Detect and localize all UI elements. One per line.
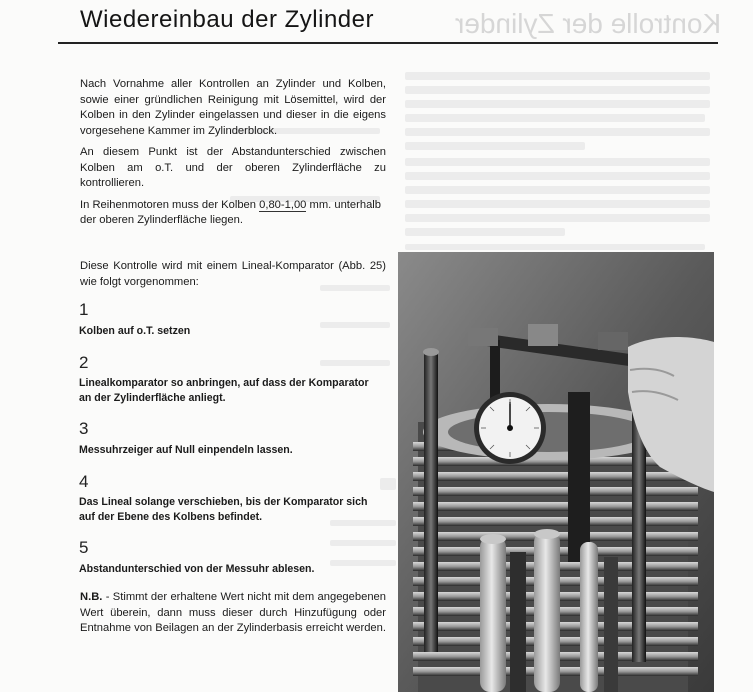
- body-text: [80, 77, 386, 235]
- step-number-5: 5: [79, 538, 89, 557]
- reihen-text-after: mm. unterhalb der oberen Zylinderfläche liegen.: [80, 198, 382, 226]
- paragraph-check: An diesem Punkt ist der Abstandunterschied zwischen Kolben am o.T. und der oberen Zylinderfläche zu kontrollieren.: [80, 146, 386, 189]
- intro-paragraph: Diese Kontrolle wird mit einem Lineal-Komparator (Abb. 25) wie folgt vorgenommen:: [80, 260, 386, 288]
- note-label: N.B.: [80, 591, 103, 603]
- step-number-4: 4: [79, 472, 89, 491]
- title-divider: [58, 42, 718, 44]
- paragraph-reihenmotoren: [80, 198, 386, 229]
- step-number-1: 1: [79, 300, 89, 319]
- piston-depth-value: 0,80-1,00: [259, 198, 307, 211]
- paragraph-reinstall: Nach Vornahme aller Kontrollen an Zylinder und Kolben, sowie einer gründlichen Reinigung mit Lösemittel, wird der Kolben in den Zylinder eingelassen und dieser in die eigens vorgesehene Kammer im Zylinderblock.: [80, 78, 386, 137]
- intro-text: [80, 259, 386, 296]
- note-paragraph: [80, 590, 386, 637]
- note-block: [80, 590, 386, 643]
- step-text-3: Messuhrzeiger auf Null einpendeln lassen.: [79, 444, 293, 456]
- cylinder-comparator-photo: [398, 252, 714, 692]
- reihen-text-before: In Reihenmotoren muss der Kolben: [80, 198, 260, 211]
- step-text-4: Das Lineal solange verschieben, bis der Komparator sich auf der Ebene des Kolbens befindet.: [79, 496, 368, 523]
- step-number-3: 3: [79, 419, 89, 438]
- page-title: Wiedereinbau der Zylinder: [80, 6, 374, 33]
- step-number-2: 2: [79, 353, 89, 372]
- step-text-1: Kolben auf o.T. setzen: [79, 325, 191, 337]
- note-text: - Stimmt der erhaltene Wert nicht mit dem angegebenen Wert überein, dann muss dieser durch Hinzufügung oder Entnahme von Beilagen an der Zylinderbasis erreicht werden.: [80, 591, 386, 634]
- photo-illustration: [398, 252, 714, 692]
- step-text-5: Abstandunterschied von der Messuhr ablesen.: [79, 563, 315, 575]
- step-text-2: Linealkomparator so anbringen, auf dass der Komparator an der Zylinderfläche anliegt.: [79, 377, 369, 404]
- bleed-through-title: Kontrolle der Zylinder: [455, 8, 722, 39]
